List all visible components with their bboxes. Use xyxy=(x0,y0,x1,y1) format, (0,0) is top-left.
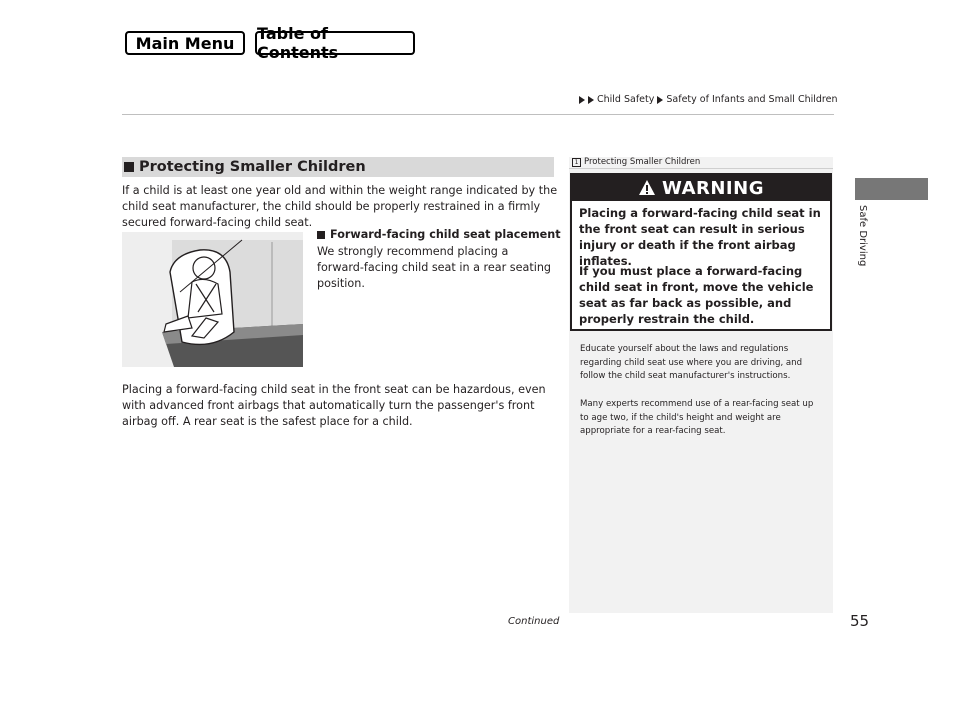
continued-label: Continued xyxy=(508,616,560,627)
main-menu-button[interactable]: Main Menu xyxy=(125,31,245,55)
intro-paragraph: If a child is at least one year old and within the weight range indicated by the child seat manufacturer, the child should be properly restrained in a firmly secured forward-facing child seat. xyxy=(122,184,558,229)
breadcrumb-arrow-icon xyxy=(579,96,585,104)
subsection-heading-text: Forward-facing child seat placement xyxy=(330,228,561,241)
section-heading xyxy=(122,157,554,177)
sidebar-title-text: Protecting Smaller Children xyxy=(584,157,701,167)
warning-alert-icon xyxy=(638,179,656,197)
subsection-heading xyxy=(317,228,561,241)
sidebar-note-2: Many experts recommend use of a rear-facing seat up to age two, if the child's height and weight are appropriate for a rear-facing seat. xyxy=(580,399,814,436)
square-bullet-icon xyxy=(317,231,325,239)
square-bullet-icon xyxy=(124,162,134,172)
warning-header xyxy=(572,175,830,201)
note-number-icon: 1 xyxy=(572,158,581,167)
header-rule xyxy=(122,114,834,115)
warning-text-2: If you must place a forward-facing child seat in front, move the vehicle seat as far back as possible, and properly restrain the child. xyxy=(579,264,814,326)
placement-paragraph: We strongly recommend placing a forward-facing child seat in a rear seating position. xyxy=(317,245,552,290)
sidebar-note-1: Educate yourself about the laws and regulations regarding child seat use where you are driving, and follow the child seat manufacturer's instructions. xyxy=(580,344,803,381)
breadcrumb-child-safety[interactable]: Child Safety xyxy=(597,94,655,105)
section-heading-text: Protecting Smaller Children xyxy=(139,159,366,175)
page-number: 55 xyxy=(850,612,870,630)
chapter-tab-label: Safe Driving xyxy=(857,205,868,267)
warning-label: WARNING xyxy=(662,177,764,199)
sidebar-rule xyxy=(569,168,833,169)
breadcrumb-arrow-icon xyxy=(588,96,594,104)
breadcrumb-arrow-icon xyxy=(657,96,663,104)
child-seat-illustration xyxy=(122,232,303,367)
breadcrumb xyxy=(579,94,838,105)
table-of-contents-button[interactable]: Table of Contents xyxy=(255,31,415,55)
warning-text-1: Placing a forward-facing child seat in the front seat can result in serious injury or death if the front airbag inflates. xyxy=(579,206,821,268)
chapter-tab[interactable] xyxy=(855,178,928,200)
warning-box xyxy=(570,173,832,331)
sidebar-title xyxy=(572,157,700,167)
breadcrumb-current: Safety of Infants and Small Children xyxy=(666,94,838,105)
hazard-paragraph: Placing a forward-facing child seat in the front seat can be hazardous, even with advanced front airbags that automatically turn the passenger's front airbag off. A rear seat is the safest place for a child. xyxy=(122,383,546,428)
